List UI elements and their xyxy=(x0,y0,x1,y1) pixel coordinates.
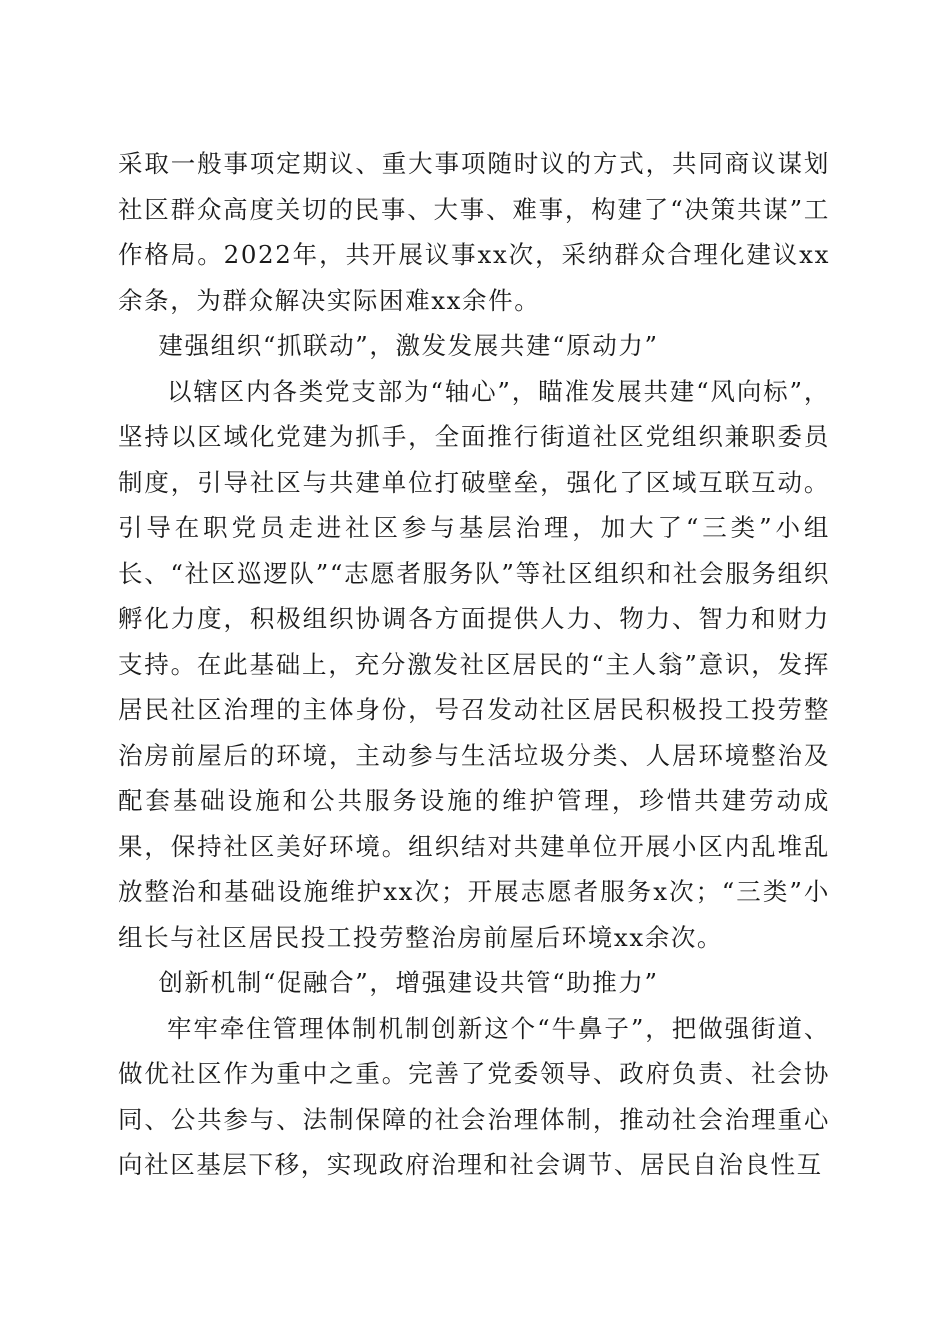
document-body xyxy=(118,141,830,1188)
section-heading-organization: 建强组织“抓联动”，激发发展共建“原动力” xyxy=(158,331,659,360)
paragraph-organization: 以辖区内各类党支部为“轴心”，瞄准发展共建“风向标”，坚持以区域化党建为抓手，全面推行街道社区党组织兼职委员制度，引导社区与共建单位打破壁垒，强化了区域互联互动。引导在职党员走进社区参与基层治理，加大了“三类”小组长、“社区巡逻队”“志愿者服务队”等社区组织和社会服务组织孵化力度，积极组织协调各方面提供人力、物力、智力和财力支持。在此基础上，充分激发社区居民的“主人翁”意识，发挥居民社区治理的主体身份，号召发动社区居民积极投工投劳整治房前屋后的环境，主动参与生活垃圾分类、人居环境整治及配套基础设施和公共服务设施的维护管理，珍惜共建劳动成果，保持社区美好环境。组织结对共建单位开展小区内乱堆乱放整治和基础设施维护xx次；开展志愿者服务x次；“三类”小组长与社区居民投工投劳整治房前屋后环境xx余次。 xyxy=(118,376,830,952)
section-heading-mechanism: 创新机制“促融合”，增强建设共管“助推力” xyxy=(158,968,659,997)
paragraph-decision-making: 采取一般事项定期议、重大事项随时议的方式，共同商议谋划社区群众高度关切的民事、大事、难事，构建了“决策共谋”工作格局。2022年，共开展议事xx次，采纳群众合理化建议xx余条，为群众解决实际困难xx余件。 xyxy=(118,149,830,315)
paragraph-mechanism: 牢牢牵住管理体制机制创新这个“牛鼻子”，把做强街道、做优社区作为重中之重。完善了党委领导、政府负责、社会协同、公共参与、法制保障的社会治理体制，推动社会治理重心向社区基层下移，实现政府治理和社会调节、居民自治良性互 xyxy=(118,1013,830,1179)
